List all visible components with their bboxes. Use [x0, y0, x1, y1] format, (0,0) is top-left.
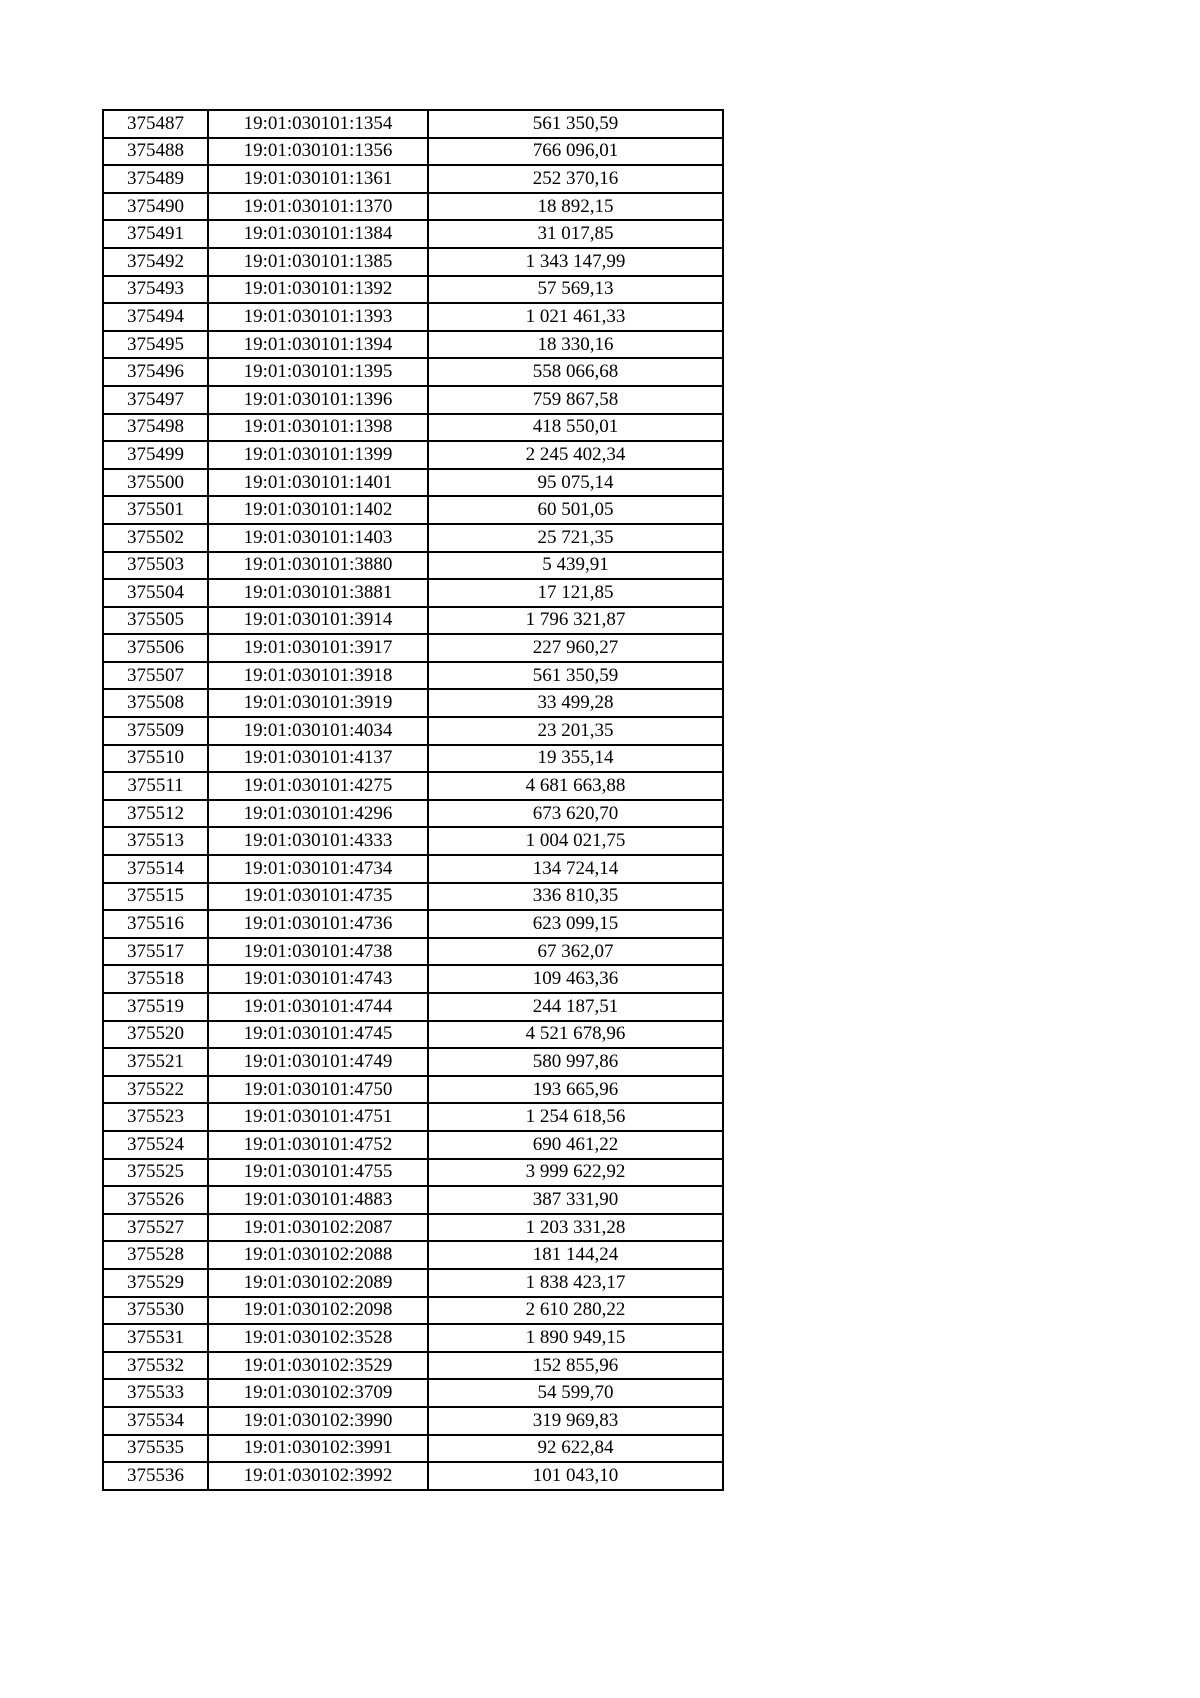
row-number-cell: 375501: [103, 496, 208, 524]
value-cell: 3 999 622,92: [428, 1159, 723, 1187]
value-cell: 561 350,59: [428, 110, 723, 138]
value-cell: 1 890 949,15: [428, 1324, 723, 1352]
table-row: [103, 1241, 723, 1269]
cadastral-number-cell: 19:01:030101:1384: [208, 220, 428, 248]
cadastral-number-cell: 19:01:030101:4275: [208, 772, 428, 800]
row-number-cell: 375513: [103, 827, 208, 855]
row-number-cell: 375497: [103, 386, 208, 414]
value-cell: 109 463,36: [428, 965, 723, 993]
row-number-cell: 375502: [103, 524, 208, 552]
cadastral-number-cell: 19:01:030101:1356: [208, 138, 428, 166]
cadastral-number-cell: 19:01:030101:1399: [208, 441, 428, 469]
row-number-cell: 375534: [103, 1407, 208, 1435]
cadastral-number-cell: 19:01:030101:1402: [208, 496, 428, 524]
value-cell: 4 681 663,88: [428, 772, 723, 800]
row-number-cell: 375504: [103, 579, 208, 607]
table-row: [103, 579, 723, 607]
cadastral-number-cell: 19:01:030101:4743: [208, 965, 428, 993]
table-row: [103, 993, 723, 1021]
table-row: [103, 138, 723, 166]
cadastral-number-cell: 19:01:030101:1403: [208, 524, 428, 552]
table-row: [103, 745, 723, 773]
row-number-cell: 375509: [103, 717, 208, 745]
value-cell: 1 796 321,87: [428, 607, 723, 635]
value-cell: 101 043,10: [428, 1462, 723, 1490]
cadastral-number-cell: 19:01:030101:4735: [208, 883, 428, 911]
value-cell: 766 096,01: [428, 138, 723, 166]
row-number-cell: 375510: [103, 745, 208, 773]
cadastral-number-cell: 19:01:030101:4744: [208, 993, 428, 1021]
cadastral-number-cell: 19:01:030101:1354: [208, 110, 428, 138]
table-row: [103, 1269, 723, 1297]
value-cell: 673 620,70: [428, 800, 723, 828]
value-cell: 193 665,96: [428, 1076, 723, 1104]
value-cell: 580 997,86: [428, 1048, 723, 1076]
cadastral-number-cell: 19:01:030101:1396: [208, 386, 428, 414]
table-row: [103, 193, 723, 221]
value-cell: 54 599,70: [428, 1379, 723, 1407]
value-cell: 18 330,16: [428, 331, 723, 359]
cadastral-number-cell: 19:01:030102:3990: [208, 1407, 428, 1435]
table-row: [103, 1186, 723, 1214]
value-cell: 57 569,13: [428, 276, 723, 304]
value-cell: 4 521 678,96: [428, 1021, 723, 1049]
table-row: [103, 1021, 723, 1049]
row-number-cell: 375516: [103, 910, 208, 938]
table-row: [103, 331, 723, 359]
table-row: [103, 772, 723, 800]
cadastral-number-cell: 19:01:030101:4755: [208, 1159, 428, 1187]
cadastral-number-cell: 19:01:030101:3917: [208, 634, 428, 662]
row-number-cell: 375493: [103, 276, 208, 304]
value-cell: 2 610 280,22: [428, 1297, 723, 1325]
cadastral-number-cell: 19:01:030102:3529: [208, 1352, 428, 1380]
row-number-cell: 375498: [103, 414, 208, 442]
row-number-cell: 375517: [103, 938, 208, 966]
table-row: [103, 800, 723, 828]
cadastral-number-cell: 19:01:030101:4333: [208, 827, 428, 855]
value-cell: 1 021 461,33: [428, 303, 723, 331]
table-row: [103, 441, 723, 469]
value-cell: 5 439,91: [428, 552, 723, 580]
row-number-cell: 375514: [103, 855, 208, 883]
row-number-cell: 375519: [103, 993, 208, 1021]
table-row: [103, 469, 723, 497]
value-cell: 152 855,96: [428, 1352, 723, 1380]
cadastral-number-cell: 19:01:030101:1394: [208, 331, 428, 359]
row-number-cell: 375491: [103, 220, 208, 248]
row-number-cell: 375523: [103, 1103, 208, 1131]
row-number-cell: 375528: [103, 1241, 208, 1269]
row-number-cell: 375487: [103, 110, 208, 138]
row-number-cell: 375500: [103, 469, 208, 497]
cadastral-number-cell: 19:01:030101:4736: [208, 910, 428, 938]
cadastral-number-cell: 19:01:030101:3880: [208, 552, 428, 580]
cadastral-number-cell: 19:01:030101:1401: [208, 469, 428, 497]
cadastral-number-cell: 19:01:030102:3528: [208, 1324, 428, 1352]
cadastral-number-cell: 19:01:030102:2087: [208, 1214, 428, 1242]
table-row: [103, 1048, 723, 1076]
table-row: [103, 634, 723, 662]
row-number-cell: 375489: [103, 165, 208, 193]
table-row: [103, 1352, 723, 1380]
table-row: [103, 496, 723, 524]
table-row: [103, 910, 723, 938]
value-cell: 336 810,35: [428, 883, 723, 911]
row-number-cell: 375529: [103, 1269, 208, 1297]
row-number-cell: 375503: [103, 552, 208, 580]
row-number-cell: 375492: [103, 248, 208, 276]
row-number-cell: 375525: [103, 1159, 208, 1187]
table-row: [103, 938, 723, 966]
row-number-cell: 375505: [103, 607, 208, 635]
data-table-body: [103, 110, 723, 1490]
value-cell: 31 017,85: [428, 220, 723, 248]
cadastral-number-cell: 19:01:030101:4745: [208, 1021, 428, 1049]
row-number-cell: 375515: [103, 883, 208, 911]
cadastral-number-cell: 19:01:030101:3914: [208, 607, 428, 635]
row-number-cell: 375490: [103, 193, 208, 221]
row-number-cell: 375530: [103, 1297, 208, 1325]
table-row: [103, 855, 723, 883]
value-cell: 558 066,68: [428, 358, 723, 386]
table-row: [103, 883, 723, 911]
value-cell: 1 254 618,56: [428, 1103, 723, 1131]
table-row: [103, 717, 723, 745]
row-number-cell: 375506: [103, 634, 208, 662]
table-row: [103, 1131, 723, 1159]
value-cell: 1 004 021,75: [428, 827, 723, 855]
table-row: [103, 414, 723, 442]
value-cell: 244 187,51: [428, 993, 723, 1021]
cadastral-number-cell: 19:01:030101:1370: [208, 193, 428, 221]
data-table: [102, 109, 724, 1491]
row-number-cell: 375508: [103, 689, 208, 717]
table-row: [103, 1324, 723, 1352]
table-row: [103, 965, 723, 993]
cadastral-number-cell: 19:01:030102:2098: [208, 1297, 428, 1325]
value-cell: 25 721,35: [428, 524, 723, 552]
cadastral-number-cell: 19:01:030101:3881: [208, 579, 428, 607]
cadastral-number-cell: 19:01:030101:3918: [208, 662, 428, 690]
row-number-cell: 375524: [103, 1131, 208, 1159]
value-cell: 319 969,83: [428, 1407, 723, 1435]
row-number-cell: 375507: [103, 662, 208, 690]
table-row: [103, 689, 723, 717]
table-row: [103, 248, 723, 276]
value-cell: 387 331,90: [428, 1186, 723, 1214]
cadastral-number-cell: 19:01:030101:4296: [208, 800, 428, 828]
value-cell: 561 350,59: [428, 662, 723, 690]
cadastral-number-cell: 19:01:030101:4738: [208, 938, 428, 966]
value-cell: 252 370,16: [428, 165, 723, 193]
table-row: [103, 1076, 723, 1104]
cadastral-number-cell: 19:01:030101:4752: [208, 1131, 428, 1159]
row-number-cell: 375527: [103, 1214, 208, 1242]
table-row: [103, 524, 723, 552]
cadastral-number-cell: 19:01:030101:4734: [208, 855, 428, 883]
cadastral-number-cell: 19:01:030101:1395: [208, 358, 428, 386]
cadastral-number-cell: 19:01:030101:1398: [208, 414, 428, 442]
value-cell: 18 892,15: [428, 193, 723, 221]
value-cell: 17 121,85: [428, 579, 723, 607]
cadastral-number-cell: 19:01:030101:4137: [208, 745, 428, 773]
cadastral-number-cell: 19:01:030101:1361: [208, 165, 428, 193]
row-number-cell: 375522: [103, 1076, 208, 1104]
row-number-cell: 375512: [103, 800, 208, 828]
row-number-cell: 375520: [103, 1021, 208, 1049]
cadastral-number-cell: 19:01:030102:3991: [208, 1435, 428, 1463]
table-row: [103, 110, 723, 138]
row-number-cell: 375495: [103, 331, 208, 359]
value-cell: 623 099,15: [428, 910, 723, 938]
value-cell: 2 245 402,34: [428, 441, 723, 469]
row-number-cell: 375536: [103, 1462, 208, 1490]
cadastral-number-cell: 19:01:030101:1393: [208, 303, 428, 331]
table-row: [103, 220, 723, 248]
cadastral-number-cell: 19:01:030101:1392: [208, 276, 428, 304]
value-cell: 92 622,84: [428, 1435, 723, 1463]
cadastral-number-cell: 19:01:030101:4883: [208, 1186, 428, 1214]
cadastral-number-cell: 19:01:030101:1385: [208, 248, 428, 276]
table-row: [103, 1103, 723, 1131]
value-cell: 23 201,35: [428, 717, 723, 745]
value-cell: 67 362,07: [428, 938, 723, 966]
cadastral-number-cell: 19:01:030102:3709: [208, 1379, 428, 1407]
cadastral-number-cell: 19:01:030102:3992: [208, 1462, 428, 1490]
value-cell: 134 724,14: [428, 855, 723, 883]
row-number-cell: 375488: [103, 138, 208, 166]
value-cell: 418 550,01: [428, 414, 723, 442]
row-number-cell: 375518: [103, 965, 208, 993]
table-row: [103, 552, 723, 580]
row-number-cell: 375532: [103, 1352, 208, 1380]
cadastral-number-cell: 19:01:030102:2089: [208, 1269, 428, 1297]
value-cell: 19 355,14: [428, 745, 723, 773]
table-row: [103, 827, 723, 855]
row-number-cell: 375511: [103, 772, 208, 800]
value-cell: 759 867,58: [428, 386, 723, 414]
value-cell: 60 501,05: [428, 496, 723, 524]
row-number-cell: 375533: [103, 1379, 208, 1407]
table-row: [103, 1159, 723, 1187]
cadastral-number-cell: 19:01:030102:2088: [208, 1241, 428, 1269]
value-cell: 181 144,24: [428, 1241, 723, 1269]
row-number-cell: 375499: [103, 441, 208, 469]
value-cell: 1 838 423,17: [428, 1269, 723, 1297]
cadastral-number-cell: 19:01:030101:4034: [208, 717, 428, 745]
table-row: [103, 1462, 723, 1490]
value-cell: 1 343 147,99: [428, 248, 723, 276]
table-row: [103, 1379, 723, 1407]
table-row: [103, 1407, 723, 1435]
table-row: [103, 607, 723, 635]
value-cell: 1 203 331,28: [428, 1214, 723, 1242]
row-number-cell: 375521: [103, 1048, 208, 1076]
table-row: [103, 358, 723, 386]
table-row: [103, 1297, 723, 1325]
table-row: [103, 276, 723, 304]
value-cell: 227 960,27: [428, 634, 723, 662]
cadastral-number-cell: 19:01:030101:4749: [208, 1048, 428, 1076]
row-number-cell: 375496: [103, 358, 208, 386]
cadastral-number-cell: 19:01:030101:3919: [208, 689, 428, 717]
row-number-cell: 375494: [103, 303, 208, 331]
table-row: [103, 165, 723, 193]
row-number-cell: 375531: [103, 1324, 208, 1352]
table-row: [103, 1214, 723, 1242]
cadastral-number-cell: 19:01:030101:4750: [208, 1076, 428, 1104]
row-number-cell: 375526: [103, 1186, 208, 1214]
table-row: [103, 662, 723, 690]
row-number-cell: 375535: [103, 1435, 208, 1463]
value-cell: 33 499,28: [428, 689, 723, 717]
table-row: [103, 303, 723, 331]
table-row: [103, 1435, 723, 1463]
table-row: [103, 386, 723, 414]
value-cell: 690 461,22: [428, 1131, 723, 1159]
value-cell: 95 075,14: [428, 469, 723, 497]
cadastral-number-cell: 19:01:030101:4751: [208, 1103, 428, 1131]
